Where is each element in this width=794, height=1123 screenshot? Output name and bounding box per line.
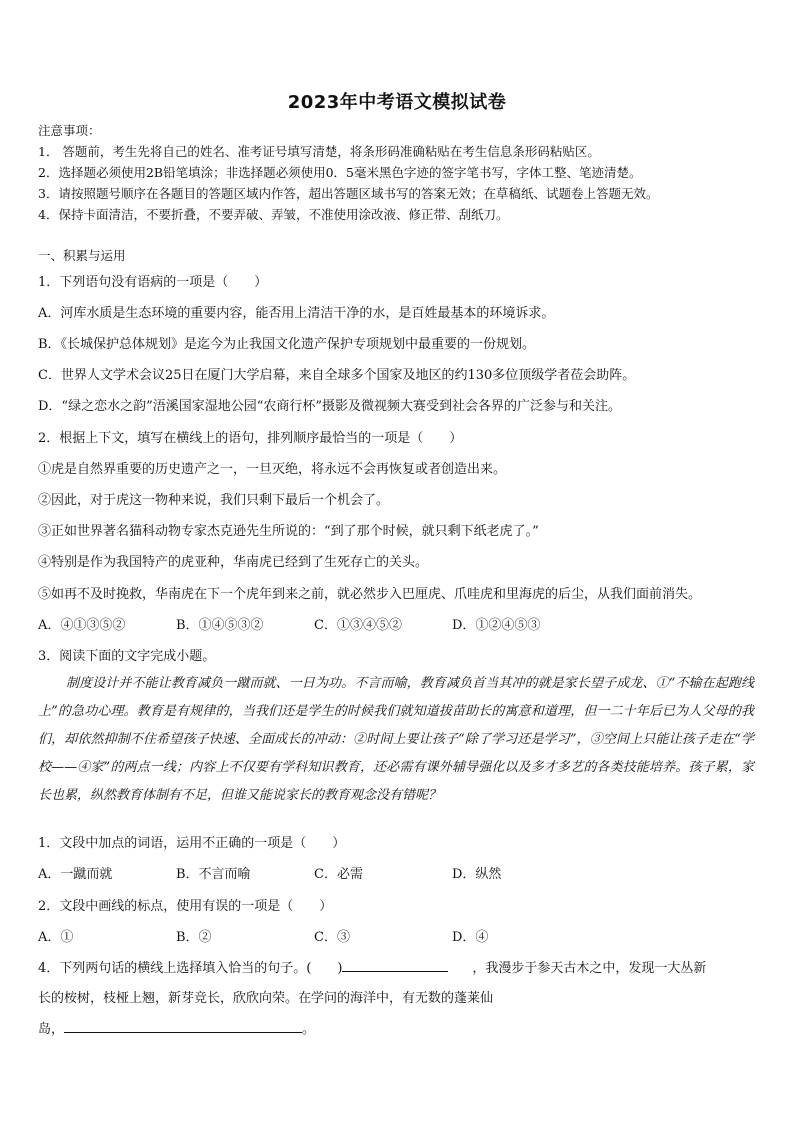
notice-heading: 注意事项： xyxy=(38,123,101,138)
question-3-stem: 3．阅读下面的文字完成小题。 xyxy=(38,649,216,664)
question-2-options xyxy=(38,614,540,633)
answer-blank[interactable] xyxy=(64,1019,302,1033)
question-1-option-a: A．河库水质是生态环境的重要内容，能否用上清洁干净的水，是百姓最基本的环境诉求。 xyxy=(38,306,555,321)
question-3-1-stem: 1．文段中加点的词语，运用不正确的一项是（ ） xyxy=(38,836,346,851)
question-4-line-3 xyxy=(38,1018,315,1037)
reading-passage: 制度设计并不能让教育减负一蹴而就、一日为功。不言而喻，教育减负首当其冲的就是家长望子成龙、①“不输在起跑线上”的急功心理。教育是有规律的，当我们还是学生的时候我们就知道拔苗助长的寓意和道理，但一二十年后已为人父母的我们，却依然抑制不住希望孩子快速、全面成长的冲动：②时间上要让孩子“除了学习还是学习”，③空间上只能让孩子走在“学校——④家”的两点一线；内容上不仅要有学科知识教育，还必需有课外辅导强化以及多才多艺的各类技能培养。孩子累，家长也累，纵然教育体制有不足，但谁又能说家长的教育观念没有错呢？ xyxy=(38,676,754,803)
notice-item: 2．选择题必须使用2B铅笔填涂；非选择题必须使用0．5毫米黑色字迹的签字笔书写，字体工整、笔迹清楚。 xyxy=(38,165,642,180)
question-3-1-option-a: A．一蹴而就 xyxy=(38,867,113,882)
question-3-1-option-b: B．不言而喻 xyxy=(176,867,251,882)
question-2-sentence: ①虎是自然界重要的历史遗产之一，一旦灭绝，将永远不会再恢复或者创造出来。 xyxy=(38,462,507,477)
question-4-sentence-b: 岛， xyxy=(38,1022,65,1037)
question-3-2-option-d: D．④ xyxy=(452,930,489,945)
question-3-2-options xyxy=(38,926,488,945)
question-3-1-options xyxy=(38,863,501,882)
question-3-2-option-b: B．② xyxy=(176,930,212,945)
question-3-2-option-a: A．① xyxy=(38,930,74,945)
question-2-option-d: D．①②④⑤③ xyxy=(452,618,541,633)
question-3-2-option-c: C．③ xyxy=(314,930,350,945)
question-2-stem: 2．根据上下文，填写在横线上的语句，排列顺序最恰当的一项是（ ） xyxy=(38,431,463,446)
question-1-option-d: D．“绿之恋水之韵”浯溪国家湿地公园“农商行杯”摄影及微视频大赛受到社会各界的广泛参与和关注。 xyxy=(38,399,622,414)
question-2-sentence: ③正如世界著名猫科动物专家杰克逊先生所说的：“到了那个时候，就只剩下纸老虎了。” xyxy=(38,524,539,539)
question-4-stem: 4．下列两句话的横线上选择填入恰当的句子。( ) xyxy=(38,961,343,976)
question-4-line-2: 长的桉树，枝桠上翘，新芽竞长，欣欣向荣。在学问的海洋中，有无数的蓬莱仙 xyxy=(38,991,494,1006)
question-4-line-1 xyxy=(38,957,706,976)
answer-blank[interactable] xyxy=(342,958,448,972)
page-title: 2023年中考语文模拟试卷 xyxy=(287,92,507,113)
question-3-1-option-c: C．必需 xyxy=(314,867,363,882)
question-1-option-b: B．《长城保护总体规划》是迄今为止我国文化遗产保护专项规划中最重要的一份规划。 xyxy=(38,337,536,352)
notice-item: 3．请按照题号顺序在各题目的答题区域内作答，超出答题区域书写的答案无效；在草稿纸、试题卷上答题无效。 xyxy=(38,186,659,201)
question-4-period: 。 xyxy=(302,1022,316,1037)
question-3-2-stem: 2．文段中画线的标点，使用有误的一项是（ ） xyxy=(38,899,333,914)
section-heading: 一、积累与运用 xyxy=(38,248,126,263)
question-3-1-option-d: D．纵然 xyxy=(452,867,502,882)
question-2-sentence: ④特别是作为我国特产的虎亚种，华南虎已经到了生死存亡的关头。 xyxy=(38,555,429,570)
question-2-option-a: A．④①③⑤② xyxy=(38,618,126,633)
question-2-option-b: B．①④⑤③② xyxy=(176,618,264,633)
question-1-stem: 1．下列语句没有语病的一项是（ ） xyxy=(38,275,268,290)
question-2-sentence: ②因此，对于虎这一物种来说，我们只剩下最后一个机会了。 xyxy=(38,493,390,508)
question-2-option-c: C．①③④⑤② xyxy=(314,618,402,633)
notice-item: 4．保持卡面清洁，不要折叠，不要弄破、弄皱，不准使用涂改液、修正带、刮纸刀。 xyxy=(38,207,509,222)
notice-item: 1． 答题前，考生先将自己的姓名、准考证号填写清楚，将条形码准确粘贴在考生信息条形码粘贴区。 xyxy=(38,144,600,159)
question-2-sentence: ⑤如再不及时挽救，华南虎在下一个虎年到来之前，就必然步入巴厘虎、爪哇虎和里海虎的后尘，从我们面前消失。 xyxy=(38,587,702,602)
question-4-sentence-a: ，我漫步于参天古木之中，发现一大丛新 xyxy=(472,961,707,976)
question-1-option-c: C．世界人文学术会议25日在厦门大学启幕，来自全球多个国家及地区的约130多位顶级学者莅会助阵。 xyxy=(38,368,636,383)
